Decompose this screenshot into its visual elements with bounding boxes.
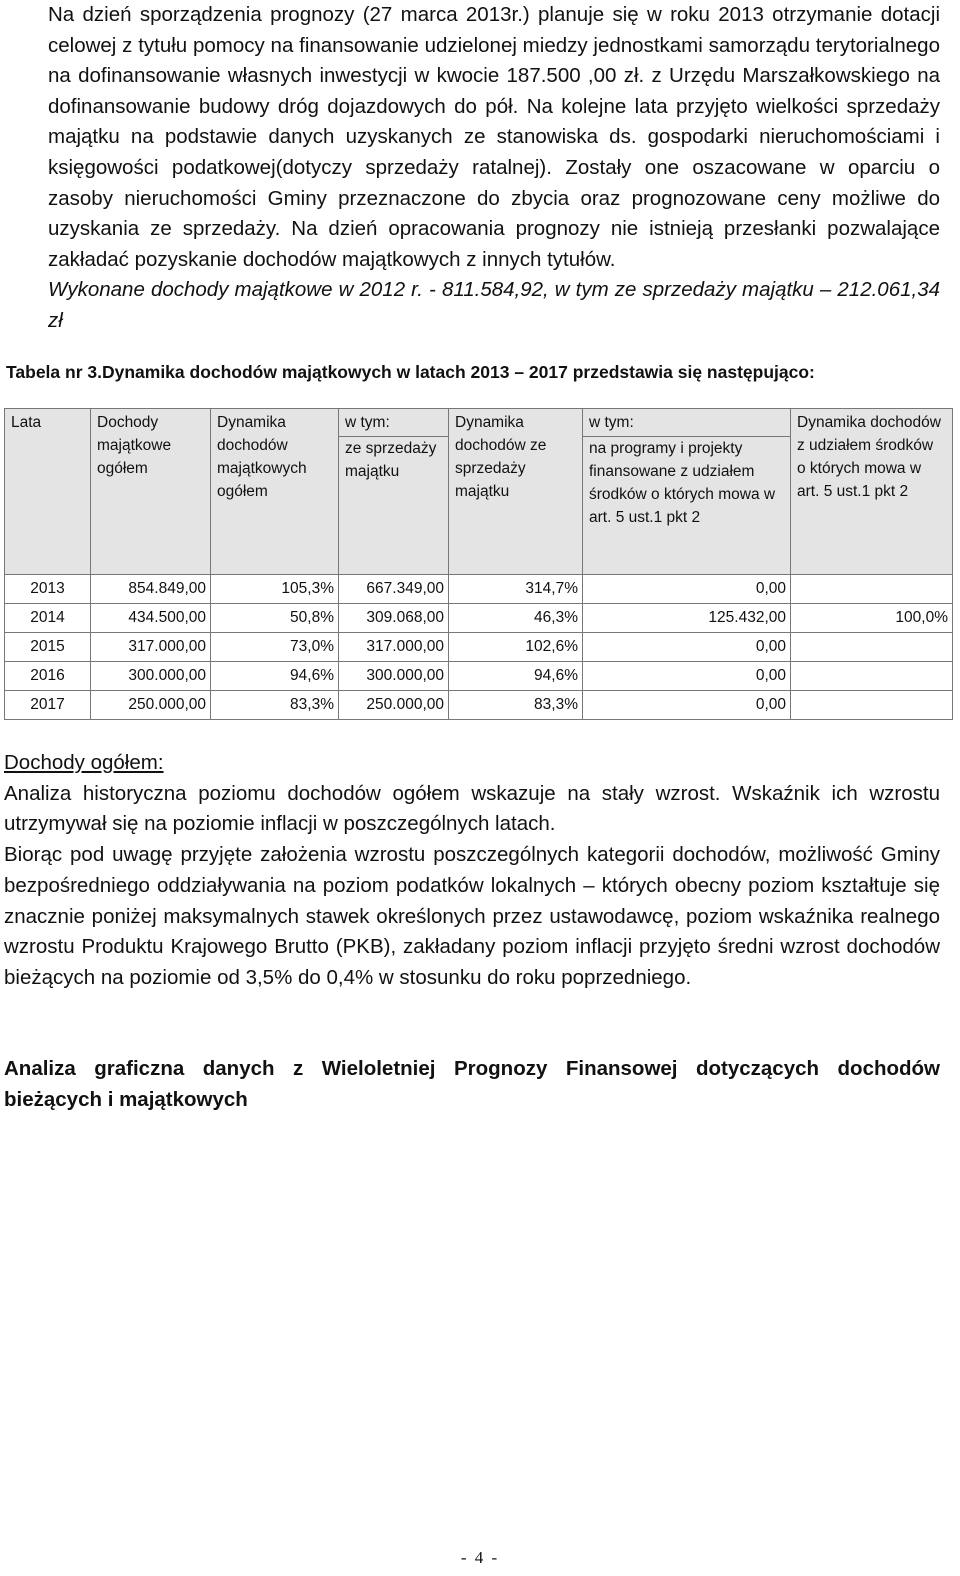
header-total-revenue: Dochody majątkowe ogółem <box>91 409 211 575</box>
cell-programs: 0,00 <box>583 662 791 691</box>
revenue-dynamics-table <box>4 408 953 720</box>
table-row <box>5 633 953 662</box>
cell-programs: 0,00 <box>583 633 791 662</box>
table-header-row <box>5 409 953 575</box>
cell-year: 2016 <box>5 662 91 691</box>
intro-section <box>48 0 940 337</box>
header-years: Lata <box>5 409 91 575</box>
cell-total: 854.849,00 <box>91 575 211 604</box>
cell-dyn-sale: 94,6% <box>449 662 583 691</box>
cell-year: 2014 <box>5 604 91 633</box>
cell-dyn-programs <box>791 691 953 720</box>
cell-year: 2015 <box>5 633 91 662</box>
analysis-section <box>4 748 940 994</box>
cell-dyn-programs <box>791 575 953 604</box>
cell-total: 317.000,00 <box>91 633 211 662</box>
cell-total: 434.500,00 <box>91 604 211 633</box>
header-in-which-2: w tym: <box>589 414 634 431</box>
cell-dyn-total: 105,3% <box>211 575 339 604</box>
cell-dyn-total: 50,8% <box>211 604 339 633</box>
header-programs-group <box>583 409 791 575</box>
header-dynamics-programs: Dynamika dochodów z udziałem środków o których mowa w art. 5 ust.1 pkt 2 <box>791 409 953 575</box>
cell-sale: 250.000,00 <box>339 691 449 720</box>
cell-dyn-sale: 83,3% <box>449 691 583 720</box>
cell-dyn-programs: 100,0% <box>791 604 953 633</box>
cell-programs: 0,00 <box>583 691 791 720</box>
table-row <box>5 604 953 633</box>
cell-sale: 309.068,00 <box>339 604 449 633</box>
cell-dyn-total: 94,6% <box>211 662 339 691</box>
table-row <box>5 662 953 691</box>
section-heading-total-revenue: Dochody ogółem: <box>4 751 164 774</box>
table-row <box>5 575 953 604</box>
graphic-analysis-heading: Analiza graficzna danych z Wieloletniej Prognozy Finansowej dotyczących dochodów bieżących i majątkowych <box>4 1057 940 1111</box>
cell-dyn-programs <box>791 633 953 662</box>
cell-dyn-total: 83,3% <box>211 691 339 720</box>
cell-year: 2017 <box>5 691 91 720</box>
cell-total: 300.000,00 <box>91 662 211 691</box>
header-sale-group <box>339 409 449 575</box>
cell-programs: 125.432,00 <box>583 604 791 633</box>
cell-dyn-sale: 46,3% <box>449 604 583 633</box>
cell-dyn-programs <box>791 662 953 691</box>
header-programs: na programy i projekty finansowane z udziałem środków o których mowa w art. 5 ust.1 pkt 2 <box>583 436 790 529</box>
cell-total: 250.000,00 <box>91 691 211 720</box>
table-row <box>5 691 953 720</box>
cell-dyn-sale: 102,6% <box>449 633 583 662</box>
cell-dyn-total: 73,0% <box>211 633 339 662</box>
cell-sale: 300.000,00 <box>339 662 449 691</box>
cell-sale: 317.000,00 <box>339 633 449 662</box>
cell-dyn-sale: 314,7% <box>449 575 583 604</box>
intro-paragraph: Na dzień sporządzenia prognozy (27 marca 2013r.) planuje się w roku 2013 otrzymanie dotacji celowej z tytułu pomocy na finansowanie udzielonej miedzy jednostkami samorządu terytorialnego na dofinansowanie własnych inwestycji w kwocie 187.500 ,00 zł. z Urzędu Marszałkowskiego na dofinansowanie budowy dróg dojazdowych do pół. Na kolejne lata przyjęto wielkości sprzedaży majątku na podstawie danych uzyskanych ze stanowiska ds. gospodarki nieruchomościami i księgowości podatkowej(dotyczy sprzedaży ratalnej). Zostały one oszacowane w oparciu o zasoby nieruchomości Gminy przeznaczone do zbycia oraz prognozowane ceny możliwe do uzyskania ze sprzedaży. Na dzień opracowania prognozy nie istnieją przesłanki pozwalające zakładać pozyskanie dochodów majątkowych z innych tytułów. <box>48 3 940 271</box>
header-dynamics-total: Dynamika dochodów majątkowych ogółem <box>211 409 339 575</box>
page-number: - 4 - <box>460 1548 500 1567</box>
analysis-paragraph: Analiza historyczna poziomu dochodów ogółem wskazuje na stały wzrost. Wskaźnik ich wzrostu utrzymywał się na poziomie inflacji w poszczególnych latach. <box>4 781 940 836</box>
header-dynamics-sale: Dynamika dochodów ze sprzedaży majątku <box>449 409 583 575</box>
intro-executed-revenue: Wykonane dochody majątkowe w 2012 r. - 811.584,92, w tym ze sprzedaży majątku – 212.061,34 zł <box>48 278 940 332</box>
cell-year: 2013 <box>5 575 91 604</box>
header-from-sale: ze sprzedaży majątku <box>339 436 448 483</box>
header-in-which-1: w tym: <box>345 414 390 431</box>
assumptions-paragraph: Biorąc pod uwagę przyjęte założenia wzrostu poszczególnych kategorii dochodów, możliwość Gminy bezpośredniego oddziaływania na poziom podatków lokalnych – których obecny poziom kształtuje się znacznie poniżej maksymalnych stawek określonych przez ustawodawcę, poziom wskaźnika realnego wzrostu Produktu Krajowego Brutto (PKB), zakładany poziom inflacji przyjęto średni wzrost dochodów bieżących na poziomie od 3,5% do 0,4% w stosunku do roku poprzedniego. <box>4 843 940 989</box>
cell-sale: 667.349,00 <box>339 575 449 604</box>
cell-programs: 0,00 <box>583 575 791 604</box>
table-title: Tabela nr 3.Dynamika dochodów majątkowych w latach 2013 – 2017 przedstawia się następująco: <box>6 362 815 382</box>
